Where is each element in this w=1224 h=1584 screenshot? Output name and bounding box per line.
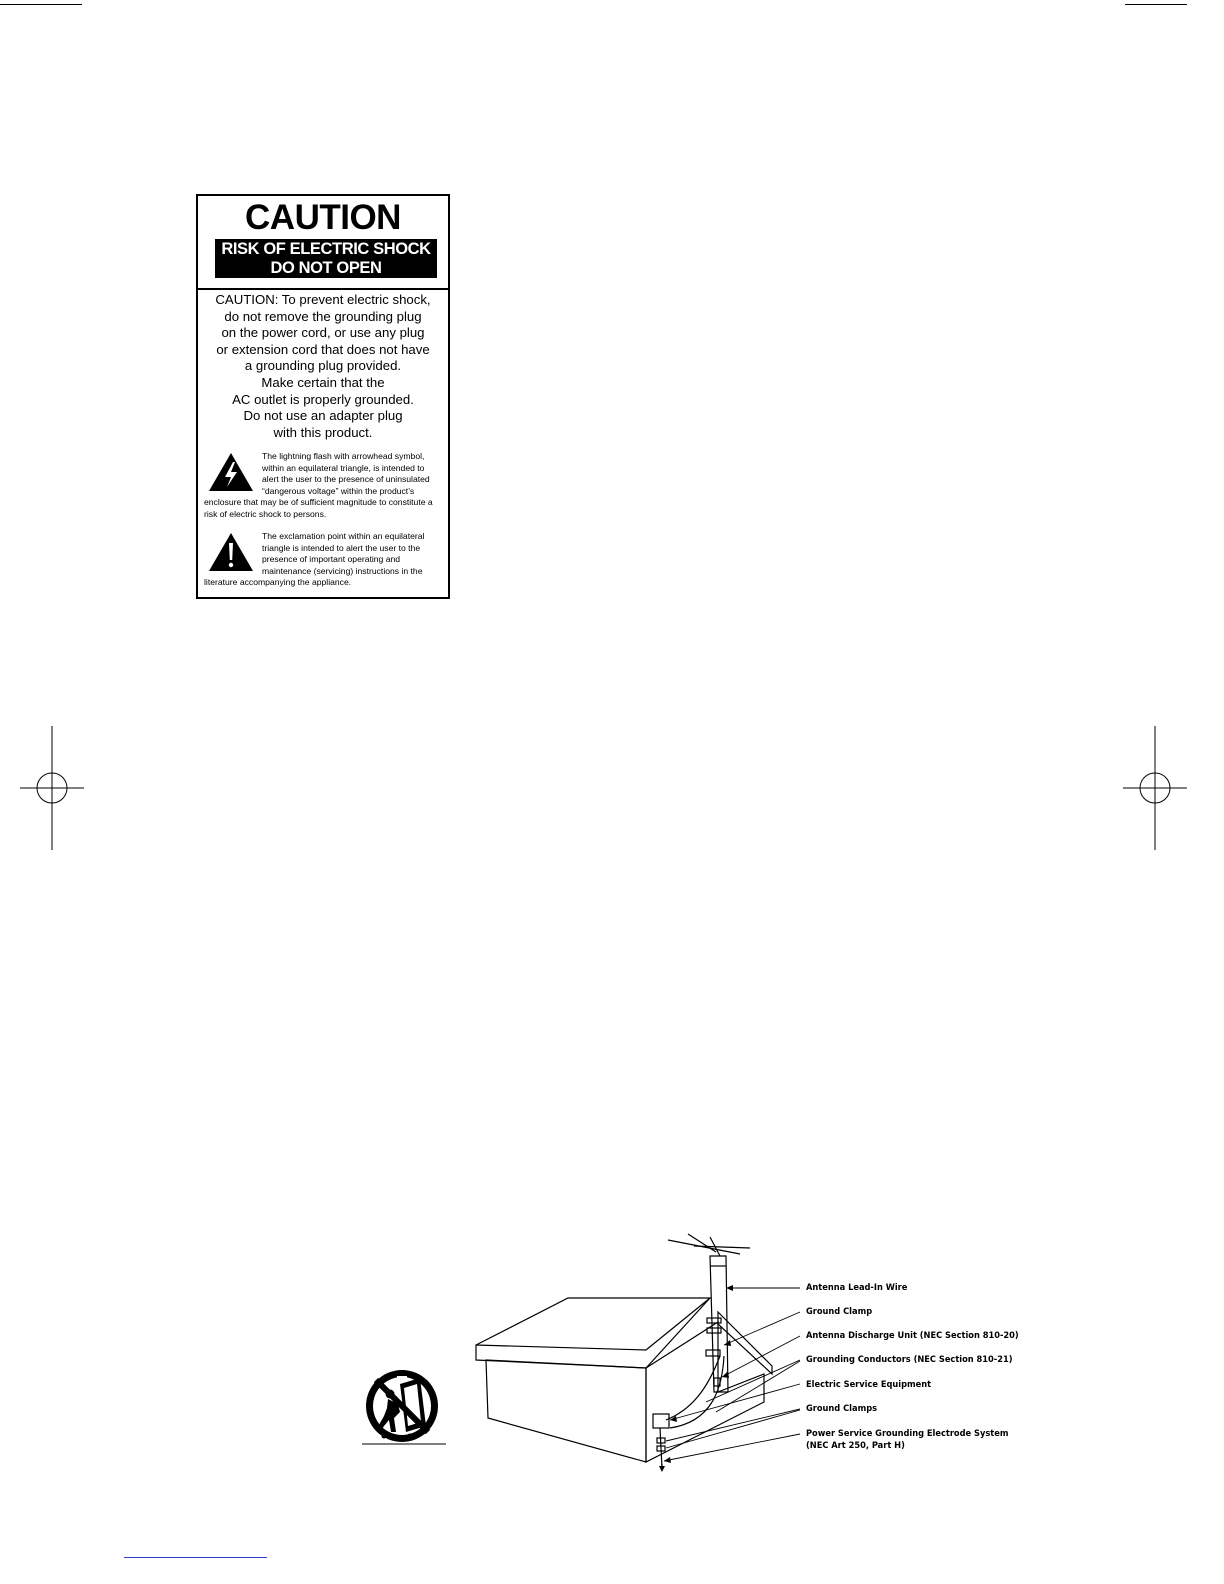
instruction-line: Make certain that the (261, 374, 385, 390)
caution-instructions (202, 292, 444, 441)
nec-article-label: (NEC Art 250, Part H) (806, 1440, 905, 1451)
caution-label-box (196, 194, 450, 599)
electric-service-equipment-label: Electric Service Equipment (806, 1379, 932, 1390)
instruction-line: do not remove the grounding plug (224, 308, 422, 324)
lightning-warning-icon (208, 452, 254, 492)
instruction-line: with this product. (273, 424, 373, 440)
ground-clamps-label: Ground Clamps (806, 1403, 878, 1414)
ground-clamp-label: Ground Clamp (806, 1306, 873, 1317)
instruction-line: AC outlet is properly grounded. (232, 391, 414, 407)
grounding-conductors-label: Grounding Conductors (NEC Section 810-21) (806, 1354, 1013, 1365)
registration-mark-icon (1123, 726, 1187, 850)
exclamation-warning-text: The exclamation point within an equilateral triangle is intended to alert the user to the presence of important operating and maintenance (servicing) instructions in the literature accompanying the appliance. (204, 531, 425, 588)
bottom-underline (124, 1557, 267, 1558)
exclamation-warning-icon (208, 532, 254, 572)
antenna-discharge-unit-label: Antenna Discharge Unit (NEC Section 810-20) (806, 1330, 1019, 1341)
instruction-line: Do not use an adapter plug (243, 408, 403, 424)
cart-tip-over-icon (360, 1368, 448, 1450)
box-divider (198, 288, 448, 290)
lightning-warning-text: The lightning flash with arrowhead symbol, within an equilateral triangle, is intended to alert the user to the presence of uninsulated “dangerous voltage” within the product’s enclosure that may be of sufficient magnitude to constitute a risk of electric shock to persons. (204, 451, 433, 519)
instruction-line: a grounding plug provided. (244, 358, 402, 374)
banner-line-2: DO NOT OPEN (270, 259, 382, 277)
antenna-lead-in-wire-label: Antenna Lead-In Wire (806, 1282, 908, 1293)
registration-mark-icon (20, 726, 84, 850)
banner-line-1: RISK OF ELECTRIC SHOCK (221, 240, 431, 258)
caution-title: CAUTION (245, 198, 401, 237)
instruction-line: CAUTION: To prevent electric shock, (215, 292, 431, 307)
exclamation-warning (204, 531, 442, 589)
shock-warning-banner (215, 239, 437, 278)
instruction-line: or extension cord that does not have (216, 341, 430, 357)
instruction-line: on the power cord, or use any plug (221, 325, 425, 341)
crop-mark-top-left (0, 4, 82, 5)
crop-mark-top-right (1125, 4, 1187, 5)
lightning-warning (204, 451, 442, 521)
power-service-grounding-label: Power Service Grounding Electrode System (806, 1428, 1009, 1439)
